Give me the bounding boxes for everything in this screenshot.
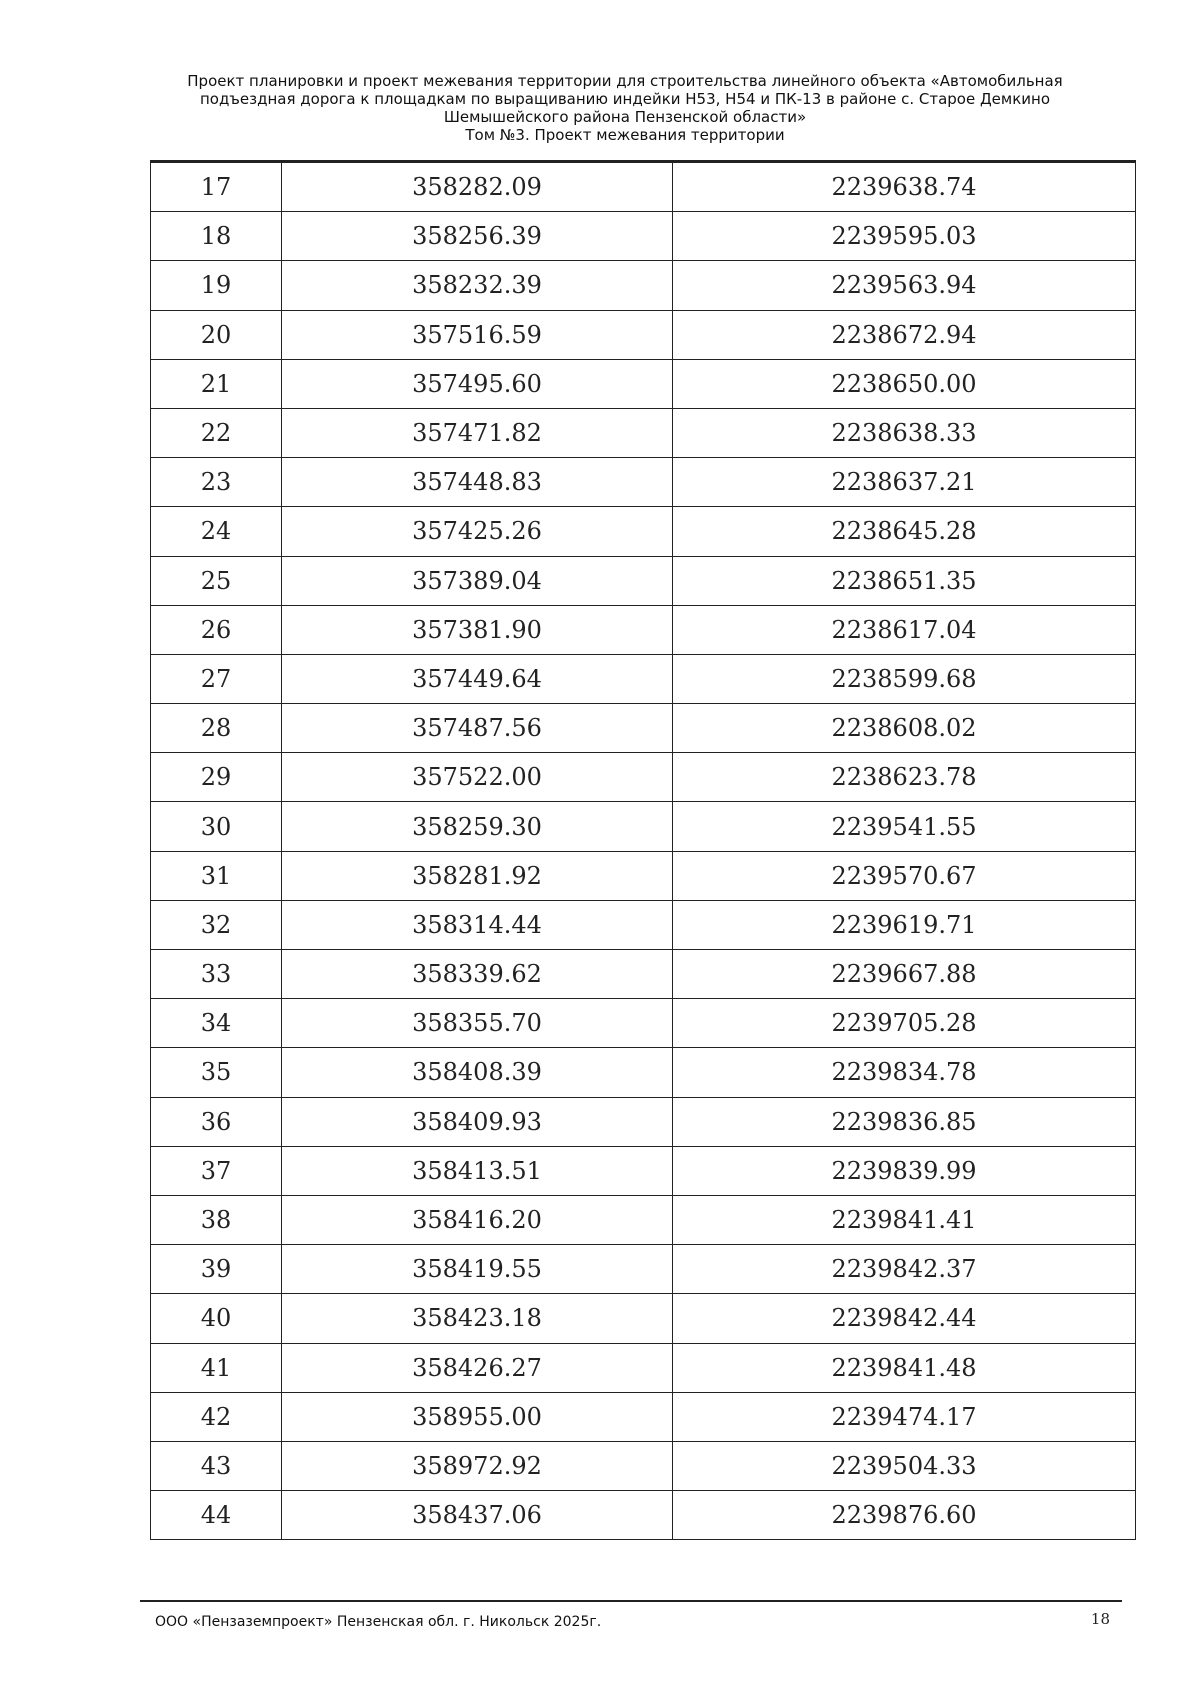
table-row xyxy=(151,950,1136,999)
y-coordinate-cell: 2239595.03 xyxy=(673,212,1136,261)
y-coordinate-cell: 2239638.74 xyxy=(673,162,1136,212)
table-row xyxy=(151,900,1136,949)
x-coordinate-cell: 357449.64 xyxy=(282,654,673,703)
y-coordinate-cell: 2238672.94 xyxy=(673,310,1136,359)
y-coordinate-cell: 2239504.33 xyxy=(673,1441,1136,1490)
table-row xyxy=(151,753,1136,802)
y-coordinate-cell: 2239834.78 xyxy=(673,1048,1136,1097)
y-coordinate-cell: 2238645.28 xyxy=(673,507,1136,556)
volume-title: Том №3. Проект межевания территории xyxy=(465,126,785,144)
point-number-cell: 31 xyxy=(151,851,282,900)
x-coordinate-cell: 357471.82 xyxy=(282,408,673,457)
table-row xyxy=(151,556,1136,605)
x-coordinate-cell: 357487.56 xyxy=(282,704,673,753)
table-row xyxy=(151,507,1136,556)
table-row xyxy=(151,851,1136,900)
x-coordinate-cell: 357425.26 xyxy=(282,507,673,556)
y-coordinate-cell: 2239876.60 xyxy=(673,1491,1136,1540)
y-coordinate-cell: 2239839.99 xyxy=(673,1146,1136,1195)
x-coordinate-cell: 358339.62 xyxy=(282,950,673,999)
coordinates-table xyxy=(150,160,1136,1540)
coordinates-table-body xyxy=(151,162,1136,1540)
y-coordinate-cell: 2238637.21 xyxy=(673,458,1136,507)
point-number-cell: 27 xyxy=(151,654,282,703)
point-number-cell: 44 xyxy=(151,1491,282,1540)
point-number-cell: 42 xyxy=(151,1392,282,1441)
table-row xyxy=(151,1048,1136,1097)
x-coordinate-cell: 358355.70 xyxy=(282,999,673,1048)
point-number-cell: 33 xyxy=(151,950,282,999)
x-coordinate-cell: 358256.39 xyxy=(282,212,673,261)
x-coordinate-cell: 358314.44 xyxy=(282,900,673,949)
y-coordinate-cell: 2238651.35 xyxy=(673,556,1136,605)
x-coordinate-cell: 357495.60 xyxy=(282,359,673,408)
x-coordinate-cell: 358281.92 xyxy=(282,851,673,900)
table-row xyxy=(151,359,1136,408)
point-number-cell: 17 xyxy=(151,162,282,212)
table-row xyxy=(151,212,1136,261)
x-coordinate-cell: 358232.39 xyxy=(282,261,673,310)
x-coordinate-cell: 357448.83 xyxy=(282,458,673,507)
table-row xyxy=(151,1245,1136,1294)
x-coordinate-cell: 357516.59 xyxy=(282,310,673,359)
table-row xyxy=(151,1441,1136,1490)
table-row xyxy=(151,408,1136,457)
x-coordinate-cell: 358437.06 xyxy=(282,1491,673,1540)
point-number-cell: 26 xyxy=(151,605,282,654)
y-coordinate-cell: 2238638.33 xyxy=(673,408,1136,457)
footer-organization: ООО «Пензаземпроект» Пензенская обл. г. Никольск 2025г. xyxy=(155,1614,602,1630)
x-coordinate-cell: 358416.20 xyxy=(282,1195,673,1244)
point-number-cell: 37 xyxy=(151,1146,282,1195)
x-coordinate-cell: 358955.00 xyxy=(282,1392,673,1441)
point-number-cell: 28 xyxy=(151,704,282,753)
table-row xyxy=(151,310,1136,359)
point-number-cell: 18 xyxy=(151,212,282,261)
x-coordinate-cell: 358972.92 xyxy=(282,1441,673,1490)
y-coordinate-cell: 2239474.17 xyxy=(673,1392,1136,1441)
header-line: Шемышейского района Пензенской области» xyxy=(443,108,807,126)
y-coordinate-cell: 2239619.71 xyxy=(673,900,1136,949)
x-coordinate-cell: 358413.51 xyxy=(282,1146,673,1195)
x-coordinate-cell: 358408.39 xyxy=(282,1048,673,1097)
table-row xyxy=(151,654,1136,703)
x-coordinate-cell: 358423.18 xyxy=(282,1294,673,1343)
point-number-cell: 24 xyxy=(151,507,282,556)
y-coordinate-cell: 2239842.37 xyxy=(673,1245,1136,1294)
point-number-cell: 32 xyxy=(151,900,282,949)
table-row xyxy=(151,1097,1136,1146)
table-row xyxy=(151,1343,1136,1392)
table-row xyxy=(151,1294,1136,1343)
y-coordinate-cell: 2239563.94 xyxy=(673,261,1136,310)
table-row xyxy=(151,999,1136,1048)
y-coordinate-cell: 2238608.02 xyxy=(673,704,1136,753)
point-number-cell: 39 xyxy=(151,1245,282,1294)
table-row xyxy=(151,458,1136,507)
point-number-cell: 41 xyxy=(151,1343,282,1392)
x-coordinate-cell: 357381.90 xyxy=(282,605,673,654)
y-coordinate-cell: 2239541.55 xyxy=(673,802,1136,851)
header-line: подъездная дорога к площадкам по выращиванию индейки Н53, Н54 и ПК-13 в районе с. Старое Демкино xyxy=(199,90,1051,108)
y-coordinate-cell: 2238650.00 xyxy=(673,359,1136,408)
table-row xyxy=(151,1392,1136,1441)
page-number: 18 xyxy=(1090,1610,1110,1628)
table-row xyxy=(151,605,1136,654)
point-number-cell: 35 xyxy=(151,1048,282,1097)
y-coordinate-cell: 2238599.68 xyxy=(673,654,1136,703)
y-coordinate-cell: 2239667.88 xyxy=(673,950,1136,999)
y-coordinate-cell: 2238617.04 xyxy=(673,605,1136,654)
point-number-cell: 43 xyxy=(151,1441,282,1490)
table-row xyxy=(151,162,1136,212)
footer-divider xyxy=(140,1600,1122,1602)
point-number-cell: 19 xyxy=(151,261,282,310)
y-coordinate-cell: 2239836.85 xyxy=(673,1097,1136,1146)
table-row xyxy=(151,802,1136,851)
y-coordinate-cell: 2239570.67 xyxy=(673,851,1136,900)
table-row xyxy=(151,1146,1136,1195)
x-coordinate-cell: 358282.09 xyxy=(282,162,673,212)
x-coordinate-cell: 358419.55 xyxy=(282,1245,673,1294)
table-row xyxy=(151,704,1136,753)
point-number-cell: 23 xyxy=(151,458,282,507)
x-coordinate-cell: 357389.04 xyxy=(282,556,673,605)
y-coordinate-cell: 2239705.28 xyxy=(673,999,1136,1048)
table-row xyxy=(151,261,1136,310)
y-coordinate-cell: 2239842.44 xyxy=(673,1294,1136,1343)
header-line: Проект планировки и проект межевания территории для строительства линейного объекта «Автомобильная xyxy=(187,72,1063,90)
x-coordinate-cell: 357522.00 xyxy=(282,753,673,802)
document-header xyxy=(150,72,1100,144)
point-number-cell: 21 xyxy=(151,359,282,408)
point-number-cell: 29 xyxy=(151,753,282,802)
point-number-cell: 22 xyxy=(151,408,282,457)
table-row xyxy=(151,1195,1136,1244)
y-coordinate-cell: 2239841.48 xyxy=(673,1343,1136,1392)
y-coordinate-cell: 2239841.41 xyxy=(673,1195,1136,1244)
x-coordinate-cell: 358259.30 xyxy=(282,802,673,851)
x-coordinate-cell: 358409.93 xyxy=(282,1097,673,1146)
x-coordinate-cell: 358426.27 xyxy=(282,1343,673,1392)
point-number-cell: 40 xyxy=(151,1294,282,1343)
table-row xyxy=(151,1491,1136,1540)
y-coordinate-cell: 2238623.78 xyxy=(673,753,1136,802)
point-number-cell: 34 xyxy=(151,999,282,1048)
point-number-cell: 20 xyxy=(151,310,282,359)
point-number-cell: 25 xyxy=(151,556,282,605)
point-number-cell: 38 xyxy=(151,1195,282,1244)
point-number-cell: 36 xyxy=(151,1097,282,1146)
point-number-cell: 30 xyxy=(151,802,282,851)
